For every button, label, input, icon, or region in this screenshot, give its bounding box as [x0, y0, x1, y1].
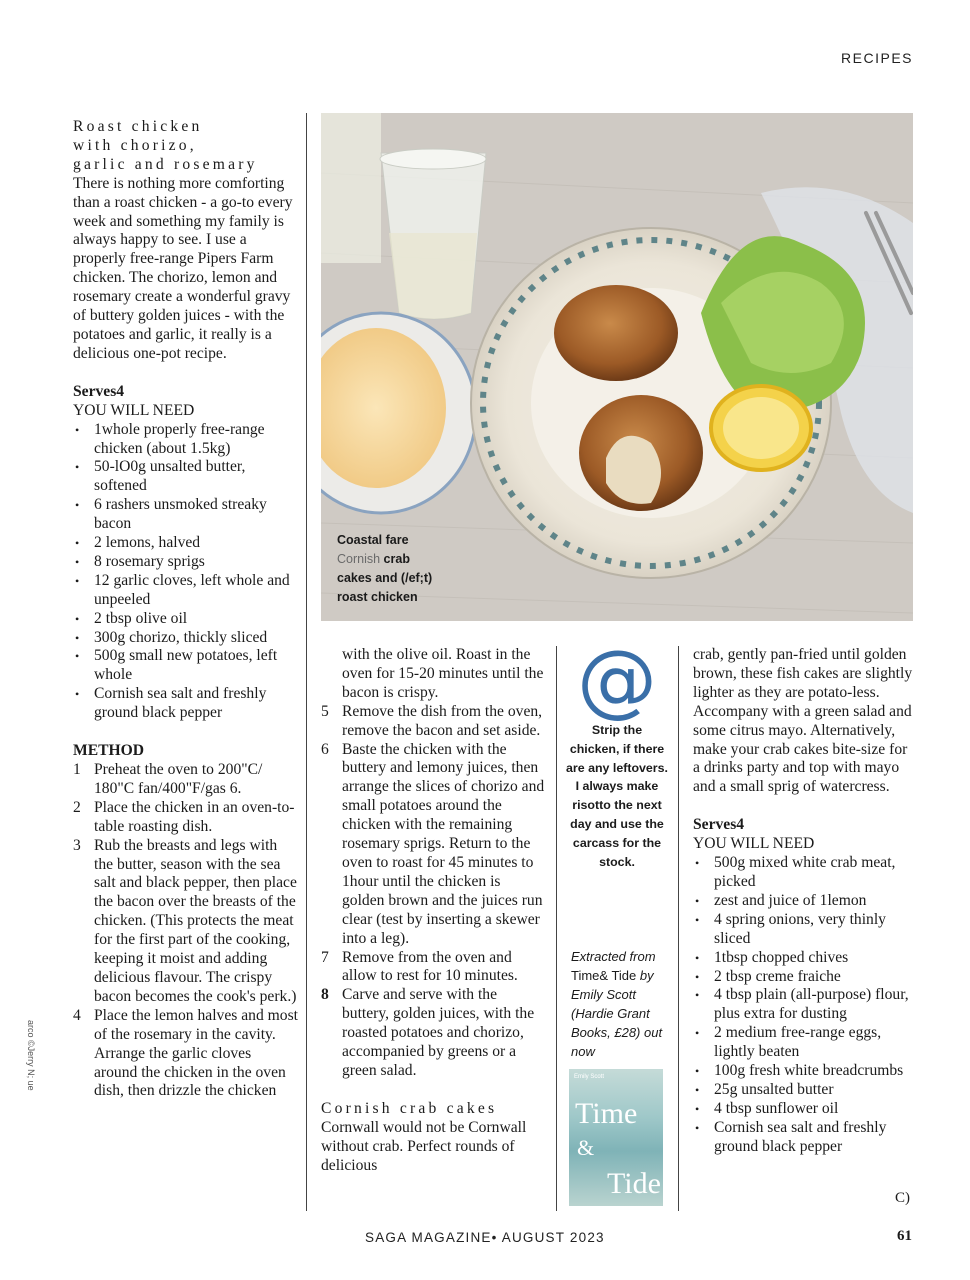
ingredient-item: • 100g fresh white breadcrumbs — [693, 1062, 915, 1081]
step-text: Remove from the oven and allow to rest for 10 minutes. — [342, 948, 518, 985]
you-will-need-heading: YOU WILL NEED — [73, 401, 195, 419]
continued-mark: C) — [895, 1190, 910, 1206]
column-divider — [556, 646, 557, 1211]
book-title: & — [577, 1135, 595, 1160]
photo-credit: arco ©Jerry N; ue — [26, 1020, 36, 1091]
book-author: Emily Scott — [574, 1074, 605, 1080]
ingredients-list — [73, 421, 298, 724]
column-divider — [678, 646, 679, 1211]
tip-text: Strip the chicken, if there are any leftovers. I always make risotto the next day and use the carcass for the stock. — [566, 723, 668, 869]
step-number: 7 — [321, 948, 329, 966]
ingredient-item: • 4 spring onions, very thinly sliced — [693, 911, 915, 949]
book-cover — [569, 1069, 663, 1206]
method-step — [73, 837, 298, 1007]
ingredient-item: • 12 garlic cloves, left whole and unpeeled — [73, 572, 298, 610]
ingredient-item: • 2 lemons, halved — [73, 534, 298, 553]
ingredient-item: • zest and juice of 1lemon — [693, 892, 915, 911]
step-number: 2 — [73, 798, 81, 816]
method-step — [321, 949, 545, 987]
method-step — [73, 1007, 298, 1102]
ingredient-item: • 2 tbsp olive oil — [73, 610, 298, 629]
serves-label: Serves4 — [73, 382, 125, 400]
step-number: 8 — [321, 986, 329, 1004]
ingredient-item: • Cornish sea salt and freshly ground black pepper — [693, 1119, 915, 1157]
ingredient-item: • 4 tbsp sunflower oil — [693, 1100, 915, 1119]
step-text: Rub the breasts and legs with the butter, season with the sea salt and black pepper, then place the bacon over the breasts of the chicken. (This protects the meat for the first part of the cooking, keeping it moist and adding delicious flavour. The crispy bacon becomes the cook's perk.) — [94, 836, 297, 1005]
method-step — [321, 703, 545, 741]
recipe-title: Cornish crab cakes — [321, 1099, 498, 1117]
step-number: 6 — [321, 740, 329, 758]
credit-book-title: Time& Tide — [571, 968, 637, 983]
book-title: Time — [575, 1097, 638, 1130]
ingredient-item: • 300g chorizo, thickly sliced — [73, 629, 298, 648]
recipe-intro: There is nothing more comforting than a roast chicken - a go-to every week and something my family is always happy to see. I use a properly free-range Pipers Farm chicken. The chorizo, lemon and rosemary create a wonderful gravy of buttery golden juices - with the potatoes and garlic, it really is a delicious one-pot recipe. — [73, 174, 293, 362]
ingredient-item: • 2 medium free-range eggs, lightly beaten — [693, 1024, 915, 1062]
photo-caption — [337, 531, 487, 607]
you-will-need-heading: YOU WILL NEED — [693, 835, 815, 853]
ingredient-item: • 1tbsp chopped chives — [693, 949, 915, 968]
book-credit — [571, 947, 671, 1061]
credit-text: Extracted from — [571, 949, 656, 964]
ingredients-list — [693, 854, 915, 1157]
ingredient-item: • 50-lO0g unsalted butter, softened — [73, 458, 298, 496]
step-number: 3 — [73, 836, 81, 854]
method-step — [73, 799, 298, 837]
method-step — [73, 761, 298, 799]
ingredient-item: • 500g mixed white crab meat, picked — [693, 854, 915, 892]
serves-label: Serves4 — [693, 816, 745, 834]
step-number: 5 — [321, 702, 329, 720]
caption-line: roast chicken — [337, 590, 418, 604]
recipe-title-line: Roast chicken — [73, 118, 203, 135]
ingredient-item: • 6 rashers unsmoked streaky bacon — [73, 496, 298, 534]
ingredient-item: • 2 tbsp creme fraiche — [693, 968, 915, 987]
caption-title: Coastal fare — [337, 533, 409, 547]
ingredient-item: • 25g unsalted butter — [693, 1081, 915, 1100]
recipe-title-line: garlic and rosemary — [73, 155, 258, 173]
step-text: Preheat the oven to 200"C/ 180"C fan/400"F/gas 6. — [94, 761, 263, 797]
method-step — [321, 741, 545, 949]
section-label: RECIPES — [841, 50, 913, 66]
step-number: 4 — [73, 1006, 81, 1024]
caption-line: cakes and (/ef;t) — [337, 571, 433, 585]
step-continuation: with the olive oil. Roast in the oven for 15-20 minutes until the bacon is crispy. — [342, 646, 544, 701]
credit-text: by Emily Scott (Hardie Grant Books, £28) out now — [571, 968, 663, 1059]
book-title: Tide — [607, 1167, 661, 1200]
method-steps — [73, 761, 298, 1101]
step-text: Place the chicken in an oven-to-table roasting dish. — [94, 798, 295, 835]
caption-word: Cornish — [337, 552, 381, 566]
step-number: 1 — [73, 761, 81, 778]
caption-line — [337, 550, 487, 569]
column-4 — [693, 646, 915, 1157]
page-number: 61 — [897, 1228, 912, 1244]
step-text: Place the lemon halves and most of the rosemary in the cavity. Arrange the garlic cloves around the chicken in the oven dish, then drizzle the chicken — [94, 1006, 298, 1100]
step-text: Baste the chicken with the buttery and lemony juices, then arrange the slices of chorizo and small potatoes around the chicken with the remaining rosemary sprigs. Return to the oven to roast for 45 minutes to 1hour until the chicken is golden brown and the juices run clear (test by inserting a skewer into a leg). — [342, 740, 545, 947]
ingredient-item: • 1whole properly free-range chicken (about 1.5kg) — [73, 421, 298, 459]
recipe-intro-continuation: crab, gently pan-fried until golden brown, these fish cakes are slightly lighter as they are potato-less. Accompany with a green salad and some citrus mayo. Alternatively, make your crab cakes bite-size for a drinks party and top with mayo and a small sprig of watercress. — [693, 646, 913, 796]
caption-word: crab — [380, 552, 410, 566]
ingredient-item: • 4 tbsp plain (all-purpose) flour, plus extra for dusting — [693, 986, 915, 1024]
ingredient-item: • 500g small new potatoes, left whole — [73, 647, 298, 685]
magazine-footer: SAGA MAGAZINE• AUGUST 2023 — [365, 1230, 605, 1245]
food-photo — [321, 113, 913, 621]
ingredient-item: • 8 rosemary sprigs — [73, 553, 298, 572]
method-steps — [321, 703, 545, 1081]
method-heading: METHOD — [73, 742, 145, 760]
recipe-title-line: with chorizo, — [73, 136, 197, 154]
step-text: Carve and serve with the buttery, golden juices, with the roasted potatoes and chorizo, accompanied by greens or a green salad. — [342, 986, 535, 1079]
column-1 — [73, 118, 298, 1101]
ingredient-item: • Cornish sea salt and freshly ground black pepper — [73, 685, 298, 723]
column-divider — [306, 113, 307, 1211]
method-step — [321, 986, 545, 1081]
recipe-intro: Cornwall would not be Cornwall without crab. Perfect rounds of delicious — [321, 1118, 527, 1174]
at-sign-icon: @ — [577, 633, 657, 726]
column-2 — [321, 646, 545, 1175]
step-text: Remove the dish from the oven, remove the bacon and set aside. — [342, 702, 543, 739]
